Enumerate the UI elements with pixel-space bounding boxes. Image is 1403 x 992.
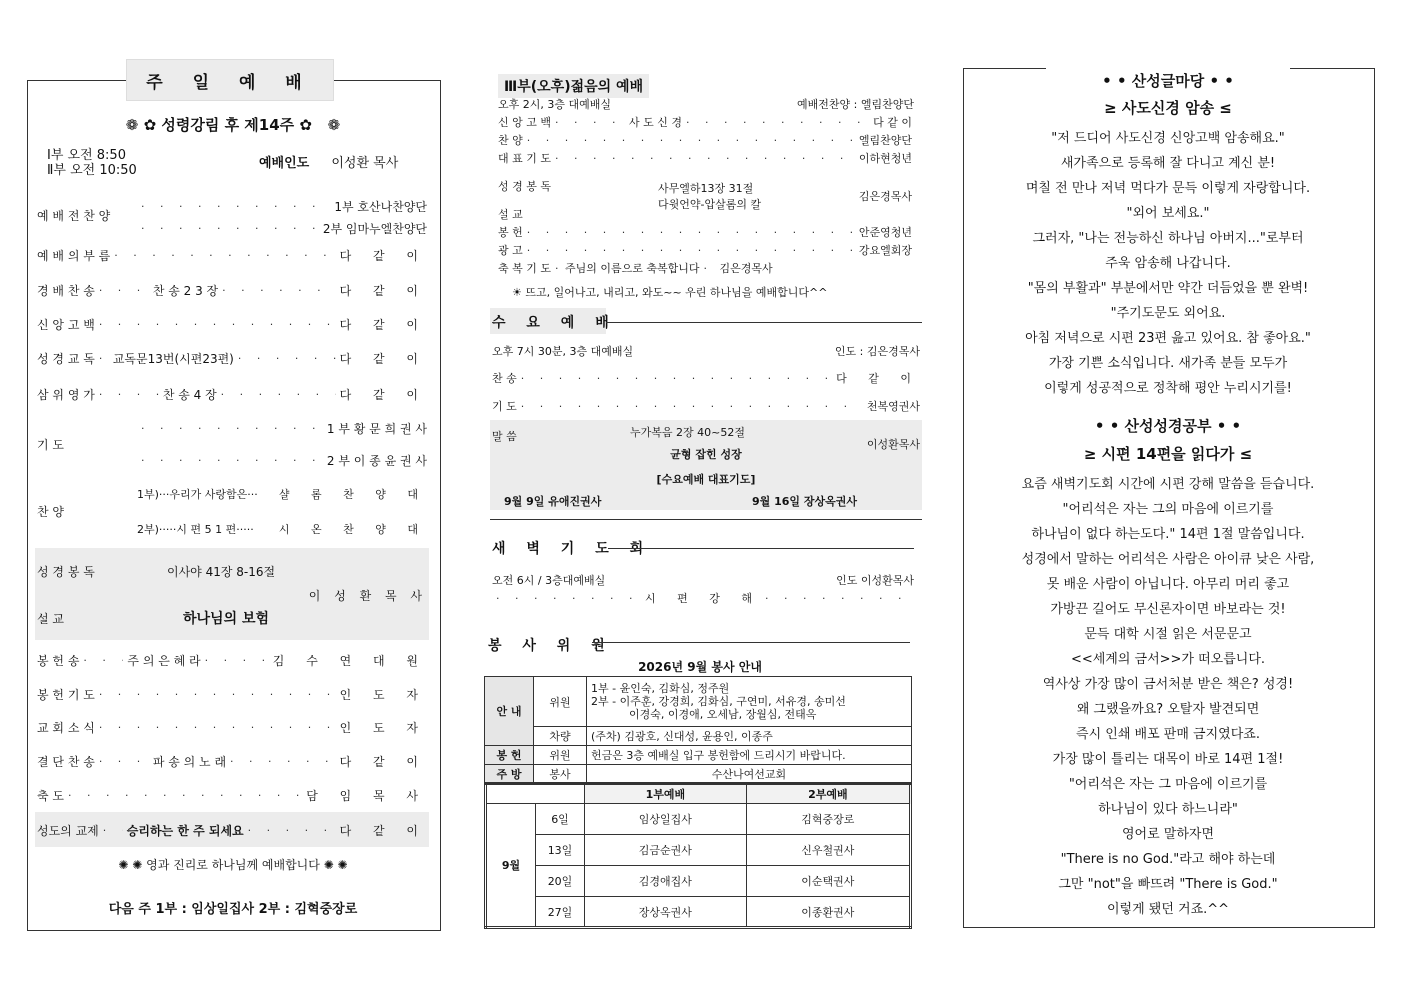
- divider: [592, 642, 910, 643]
- sparkle-icon: ✺ ✺: [118, 858, 147, 872]
- day-cell: 20일: [536, 866, 585, 897]
- youth-praise: 예배전찬양 : 엘림찬양단: [797, 98, 914, 111]
- youth-order: [498, 114, 912, 284]
- dawn-leader: 인도 이성환목사: [836, 574, 914, 587]
- youth-preacher: 김은경목사: [858, 190, 912, 203]
- closing-text: 영과 진리로 하나님께 예배합니다: [146, 858, 320, 872]
- column-sub-1: ≥ 사도신경 암송 ≤: [1104, 99, 1232, 117]
- closing-row: [27, 856, 439, 873]
- dawn-item: · · · 시 편 강 해 · · ·: [492, 590, 914, 606]
- youth-item: 신 앙 고 백 · · · 사 도 신 경 · · · 다 같 이: [498, 114, 912, 130]
- youth-item: 축 복 기 도 · · · 주님의 이름으로 축복합니다 · · · 김은경목사: [498, 260, 912, 276]
- sunday-order: [27, 80, 439, 929]
- order-label: 찬 양: [37, 505, 64, 519]
- wed-leader: 인도 : 김은경목사: [834, 345, 920, 358]
- column-text-1: "저 드디어 사도신경 신앙고백 암송해요." 새가족으로 등록해 잘 다니고 계신 분! 며칠 전 만나 저녁 먹다가 문득 이렇게 자랑합니다. "외어 보세요." 그러자, "나는 전능하신 하나님 아버지..."로부터 주욱 암송해 나갑니다. "몸의 부활과" 부분에서만 약간 더듬었을 뿐 완벽! "주기도문도 외어요. 아침 저녁으로 시편 23편 읊고 있어요. 참 좋아요." 가장 기쁜 소식입니다. 새가족 분들 모두가 이렇게 성공적으로 정착해 평안 누리시기를!: [1025, 131, 1311, 396]
- column-sub-2: ≥ 시편 14편을 읽다가 ≤: [1083, 445, 1253, 463]
- serve-title: 봉 사 위 원: [488, 638, 613, 654]
- schedule-cell: 김혁중장로: [746, 804, 910, 835]
- schedule-cell: 장상옥권사: [585, 897, 747, 928]
- month-cell: 9월: [486, 804, 536, 928]
- wed-title: 수 요 예 배: [492, 315, 617, 331]
- column-title-1: • • 산성글마당 • •: [1102, 72, 1234, 90]
- youth-label: 성 경 봉 독: [498, 180, 551, 193]
- kitchen-text: 수산나여선교회: [587, 765, 912, 784]
- wed-preacher: 이성환목사: [866, 438, 920, 451]
- dot-icon: • •: [1094, 417, 1125, 435]
- dot-icon: • •: [1204, 72, 1234, 90]
- leader-name: 이성환 목사: [331, 156, 399, 171]
- schedule-cell: 김경애집사: [585, 866, 747, 897]
- sunday-worship-header: 주 일 예 배: [126, 59, 334, 101]
- divider: [608, 548, 914, 549]
- order-label: 기 도: [37, 438, 64, 452]
- youth-sermon: 다윗언약-압살롬의 칼: [658, 198, 762, 211]
- order-label: 성 경 봉 독: [37, 565, 95, 579]
- order-item: 결 단 찬 송 · · · 파 송 의 노 래 · · · 다 같 이: [37, 753, 427, 770]
- car-cell: (주차) 김광호, 신대성, 윤용인, 이종주: [587, 727, 912, 746]
- order-line: · · · 1 부 황 문 희 권 사: [137, 420, 427, 437]
- guide-cell: 안 내: [485, 677, 534, 746]
- wed-item: 찬 송 · · · 다 같 이: [492, 370, 920, 386]
- order-list: [37, 80, 427, 929]
- schedule-cell: 신우철권사: [746, 835, 910, 866]
- flower-icon: ❁ ✿: [125, 116, 157, 134]
- wed-time: 오후 7시 30분, 3층 대예배실: [492, 345, 634, 358]
- kitchen-cell: 주 방: [485, 765, 534, 784]
- youth-item: 봉 헌 · · · 안준영청년: [498, 224, 912, 240]
- dot-icon: • •: [1102, 72, 1132, 90]
- order-item: 봉 헌 송 · · · 주 의 은 혜 라 · · · 김 수 연 대 원: [37, 652, 427, 669]
- empty-cell: [486, 784, 585, 804]
- youth-label: 설 교: [498, 208, 523, 221]
- preacher: 이 성 환 목 사: [308, 589, 427, 603]
- schedule-cell: 이종환권사: [746, 897, 910, 928]
- order-item: 교 회 소 식 · · · 인 도 자: [37, 719, 427, 736]
- order-line: 2부)·····시 편 5 1 편····· 시 온 찬 양 대: [137, 523, 427, 536]
- col-head-2: 2부예배: [746, 784, 910, 804]
- youth-item: 대 표 기 도 · · · 이하현청년: [498, 150, 912, 166]
- order-item: 신 앙 고 백 · · · 다 같 이: [37, 316, 427, 333]
- wed-prayer-1: 9월 9일 유애진권사: [504, 495, 602, 508]
- divider: [490, 519, 922, 520]
- dawn-order: [492, 590, 914, 606]
- offer-cell: 봉 헌: [485, 746, 534, 765]
- wed-prayer-2: 9월 16일 장상옥권사: [752, 495, 858, 508]
- order-label: 예 배 전 찬 양: [37, 209, 111, 223]
- order-item: 예 배 의 부 름 · · · 다 같 이: [37, 247, 427, 264]
- divider: [606, 322, 922, 323]
- member-cell: 1부 - 윤인숙, 김화심, 정주원 2부 - 이주훈, 강경희, 김화심, 구연미, 서유경, 송미선 이경숙, 이경애, 오세남, 장월심, 전태옥: [587, 677, 912, 727]
- serve-info-table: [484, 676, 912, 784]
- youth-item: 찬 양 · · · 엘림찬양단: [498, 132, 912, 148]
- dawn-title: 새 벽 기 도 회: [492, 541, 652, 557]
- youth-info: [498, 96, 914, 112]
- scripture: 이사야 41장 8-16절: [167, 565, 276, 579]
- wed-info: [492, 343, 920, 359]
- order-item: 성 경 교 독 · · · 교독문13번(시편23편) · · · 다 같 이: [37, 350, 427, 367]
- schedule-cell: 이순택권사: [746, 866, 910, 897]
- youth-item: 광 고 · · · 강요엘회장: [498, 242, 912, 258]
- youth-scripture: 사무엘하13장 31절: [658, 182, 754, 195]
- offer-text: 헌금은 3층 예배실 입구 봉헌함에 드리시기 바랍니다.: [587, 746, 912, 765]
- week-title: 성령강림 후 제14주: [161, 116, 295, 134]
- order-line: 1부)···우리가 사랑함은··· 샬 롬 찬 양 대: [137, 488, 427, 501]
- serve-subtitle: 2026년 9월 봉사 안내: [638, 660, 762, 674]
- youth-motto: 뜨고, 일어나고, 내리고, 와도~~ 우린 하나님을 예배합니다^^: [525, 286, 828, 299]
- order-item: 성도의 교제 · · · 승리하는 한 주 되세요 · · · 다 같 이: [37, 822, 427, 839]
- middle-column: [484, 60, 924, 960]
- kitchen-label: 봉사: [534, 765, 587, 784]
- youth-title: Ⅲ부(오후)젊음의 예배: [498, 74, 649, 98]
- order-label: 설 교: [37, 612, 64, 626]
- col-head-1: 1부예배: [585, 784, 747, 804]
- wed-scripture: 누가복음 2장 40~52절: [630, 426, 745, 439]
- car-label: 차량: [534, 727, 587, 746]
- sparkle-icon: ✺ ✺: [323, 858, 348, 872]
- order-line: · · · 2 부 이 종 윤 권 사: [137, 452, 427, 469]
- sermon-title: 하나님의 보험: [183, 611, 270, 627]
- youth-time: 오후 2시, 3층 대예배실: [498, 98, 611, 111]
- sun-icon: ☀: [512, 286, 522, 299]
- offer-label: 위원: [534, 746, 587, 765]
- schedule-cell: 김금순권사: [585, 835, 747, 866]
- service-time-2: Ⅱ부 오전 10:50: [47, 163, 137, 178]
- service-time-1: Ⅰ부 오전 8:50: [47, 148, 126, 163]
- dawn-time: 오전 6시 / 3층대예배실: [492, 574, 606, 587]
- order-item: 삼 위 영 가 · · · 찬 송 4 장 · · · 다 같 이: [37, 386, 427, 403]
- wed-item: 기 도 · · · 천복영권사: [492, 398, 920, 414]
- member-label: 위원: [534, 677, 587, 727]
- order-item: 봉 헌 기 도 · · · 인 도 자: [37, 686, 427, 703]
- day-cell: 27일: [536, 897, 585, 928]
- day-cell: 13일: [536, 835, 585, 866]
- next-week: 다음 주 1부 : 임상일집사 2부 : 김혁중장로: [108, 902, 358, 917]
- serve-schedule-table: [484, 782, 912, 929]
- order-item: 축 도 · · · 담 임 목 사: [37, 787, 427, 804]
- order-line: · · · 1부 호산나찬양단: [137, 198, 427, 215]
- wed-label: 말 씀: [492, 430, 517, 443]
- dawn-info: [492, 572, 914, 588]
- column-title-2: • • 산성성경공부 • •: [1094, 417, 1242, 435]
- youth-motto-row: [512, 284, 827, 300]
- column-text-2: 요즘 새벽기도회 시간에 시편 강해 말씀을 듣습니다. "어리석은 자는 그의 마음에 이르기를 하나님이 없다 하는도다." 14편 1절 말씀입니다. 성경에서 말하는 어리석은 사람은 아이큐 낮은 사람, 못 배운 사람이 아닙니다. 아무리 머리 좋고 가방끈 길어도 무신론자이면 바보라는 것! 문득 대학 시절 읽은 서문문고 <<세계의 금서>>가 떠오릅니다. 역사상 가장 많이 금서처분 받은 책은? 성경! 왜 그랬을까요? 오탈자 발견되면 즉시 인쇄 배포 판매 금지였다죠. 가장 많이 틀리는 대목이 바로 14편 1절! "어리석은 자는 그 마음에 이르기를 하나님이 있다 하느니라" 영어로 말하자면 "There is no God."라고 해야 하는데 그만 "not"을 빠뜨려 "There is God." 이렇게 됐던 거죠.^^: [1021, 477, 1315, 917]
- wed-sermon: 균형 잡힌 성장: [670, 448, 742, 461]
- dot-icon: • •: [1211, 417, 1242, 435]
- wed-prayer-title: [수요예배 대표기도]: [656, 473, 756, 486]
- order-item: 경 배 찬 송 · · · 찬 송 2 3 장 · · · 다 같 이: [37, 282, 427, 299]
- flower-icon: ✿ ❁: [299, 116, 341, 134]
- leader-label: 예배인도: [259, 156, 310, 171]
- order-line: · · · 2부 임마누엘찬양단: [137, 220, 427, 237]
- schedule-cell: 임상일집사: [585, 804, 747, 835]
- day-cell: 6일: [536, 804, 585, 835]
